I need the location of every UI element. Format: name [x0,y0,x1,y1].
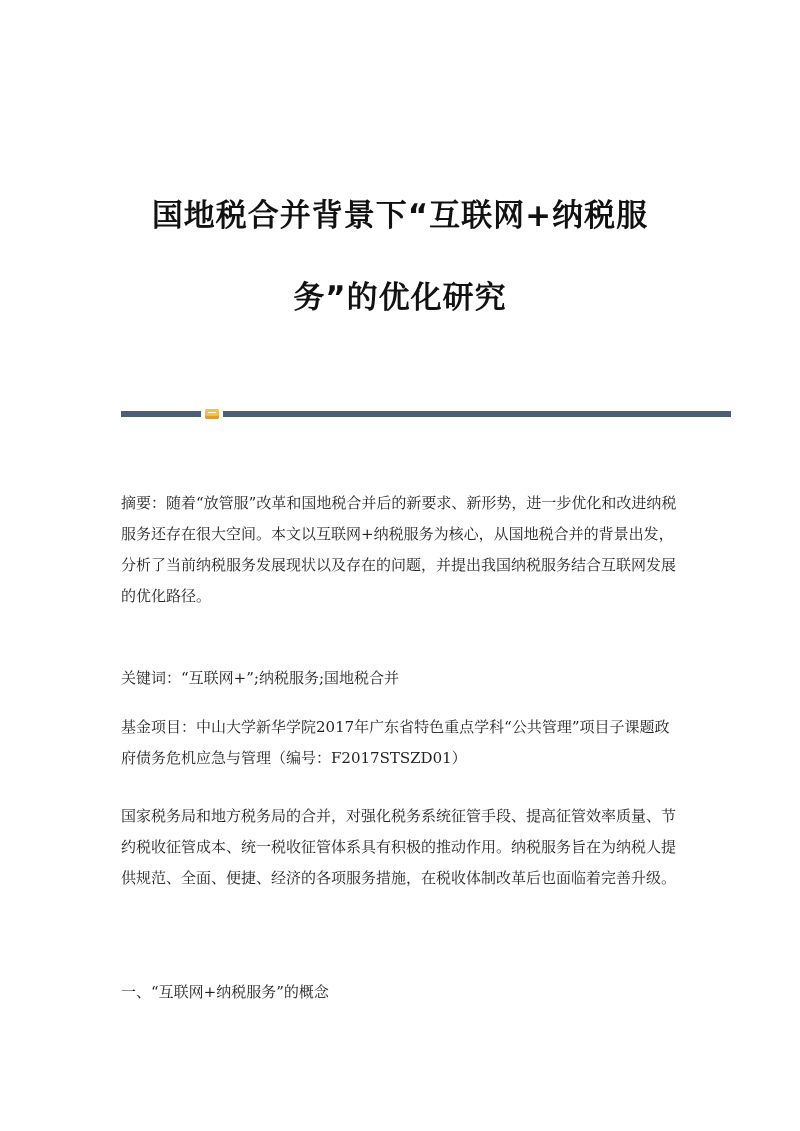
keywords-line: 关键词：“互联网+”;纳税服务;国地税合并 [121,669,400,687]
title-divider [121,409,731,417]
paper-title-line-1: 国地税合并背景下“互联网+纳税服 [151,198,649,234]
divider-bar-left [121,411,201,417]
paper-title-line-2: 务”的优化研究 [293,280,507,316]
abstract-paragraph: 摘要：随着“放管服”改革和国地税合并后的新要求、新形势，进一步优化和改进纳税服务还存在很大空间。本文以互联网+纳税服务为核心，从国地税合并的背景出发，分析了当前纳税服务发展现状以及存在的问题，并提出我国纳税服务结合互联网发展的优化路径。 [121,494,677,605]
intro-paragraph: 国家税务局和地方税务局的合并，对强化税务系统征管手段、提高征管效率质量、节约税收征管成本、统一税收征管体系具有积极的推动作用。纳税服务旨在为纳税人提供规范、全面、便捷、经济的各项服务措施，在税收体制改革后也面临着完善升级。 [121,807,677,887]
fund-paragraph: 基金项目：中山大学新华学院2017年广东省特色重点学科“公共管理”项目子课题政府债务危机应急与管理（编号：F2017STSZD01） [121,718,670,767]
section-heading: 一、“互联网+纳税服务”的概念 [121,983,329,1001]
divider-bar-right [223,411,731,417]
envelope-icon [205,409,219,419]
